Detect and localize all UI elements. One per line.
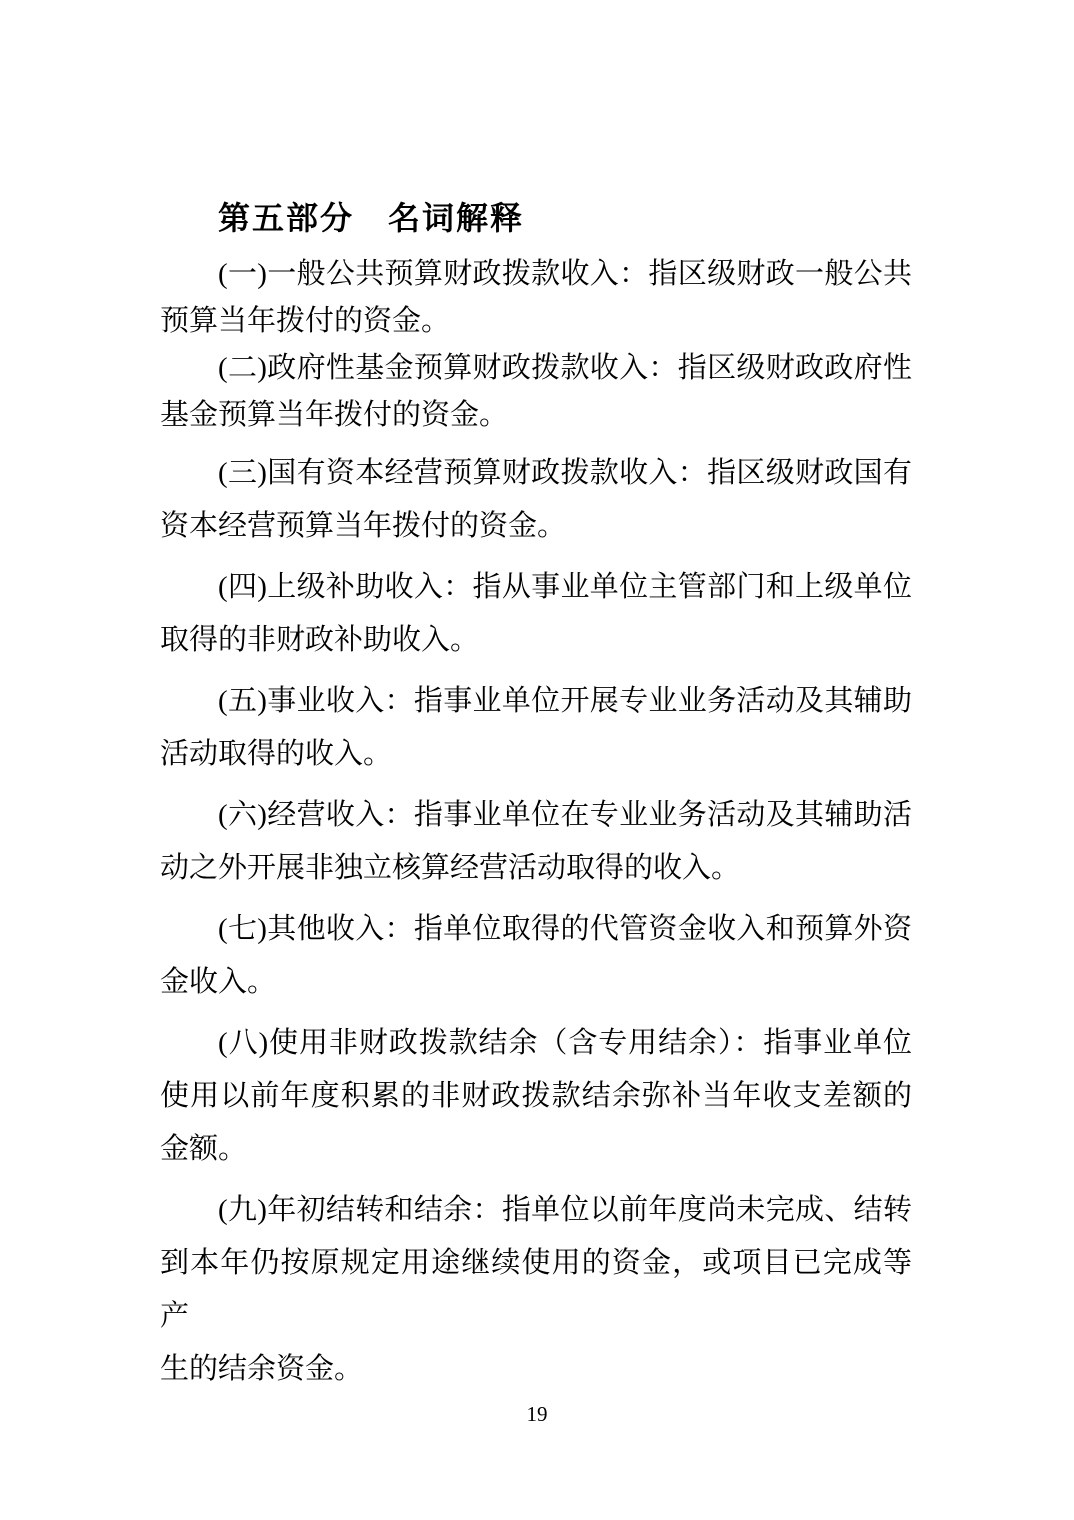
definition-paragraph [160,561,912,667]
definition-paragraph [160,251,912,345]
definition-paragraph [160,675,912,781]
definition-paragraph [160,345,912,439]
definition-paragraph [160,1184,912,1396]
paragraph-line: 活动取得的收入。 [160,738,393,770]
page-number: 19 [526,1402,548,1426]
paragraph-line: (八)使用非财政拨款结余（含专用结余）：指事业单位 [218,1027,912,1059]
paragraph-line: (七)其他收入：指单位取得的代管资金收入和预算外资 [218,913,912,945]
paragraph-line: (三)国有资本经营预算财政拨款收入：指区级财政国有 [218,457,912,489]
paragraph-line: (二)政府性基金预算财政拨款收入：指区级财政政府性 [218,352,912,384]
paragraph-line: (四)上级补助收入：指从事业单位主管部门和上级单位 [218,571,912,603]
definition-paragraph [160,789,912,895]
paragraph-line: 预算当年拨付的资金。 [160,305,451,337]
section-title: 第五部分 名词解释 [218,200,525,236]
paragraph-line: 资本经营预算当年拨付的资金。 [160,510,567,542]
paragraph-line: (九)年初结转和结余：指单位以前年度尚未完成、结转 [218,1194,912,1226]
paragraph-line: 使用以前年度积累的非财政拨款结余弥补当年收支差额的 [160,1080,912,1112]
paragraph-line: 生的结余资金。 [160,1353,364,1385]
paragraph-line: (一)一般公共预算财政拨款收入：指区级财政一般公共 [218,258,912,290]
definition-paragraph [160,447,912,553]
paragraph-line: (五)事业收入：指事业单位开展专业业务活动及其辅助 [218,685,912,717]
document-body [160,251,912,1396]
paragraph-line: 金额。 [160,1133,248,1165]
paragraph-line: 金收入。 [160,966,277,998]
paragraph-line: (六)经营收入：指事业单位在专业业务活动及其辅助活 [218,799,912,831]
paragraph-line: 动之外开展非独立核算经营活动取得的收入。 [160,852,741,884]
document-content [160,196,912,1396]
paragraph-line: 到本年仍按原规定用途继续使用的资金，或项目已完成等产 [160,1247,912,1332]
paragraph-line: 取得的非财政补助收入。 [160,624,480,656]
paragraph-line: 基金预算当年拨付的资金。 [160,399,509,431]
definition-paragraph [160,903,912,1009]
definition-paragraph [160,1017,912,1176]
